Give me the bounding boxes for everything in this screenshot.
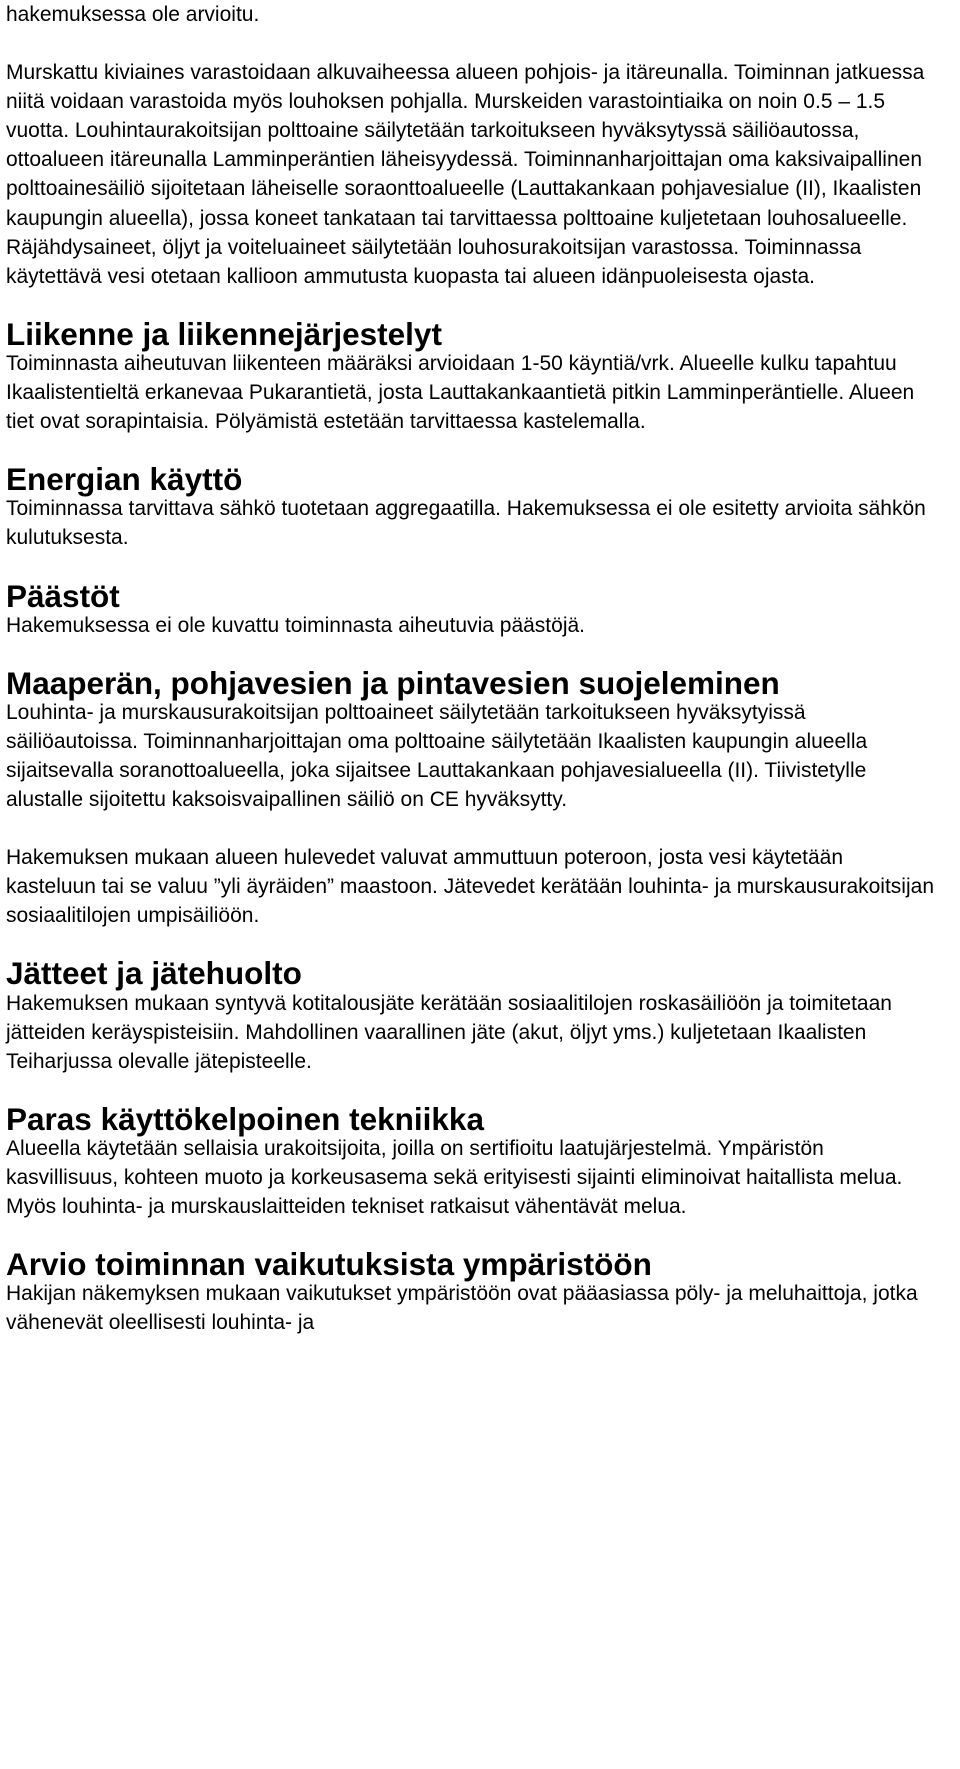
- section-best-technique: [6, 1100, 936, 1221]
- section-heading: Arvio toiminnan vaikutuksista ympäristöön: [6, 1246, 652, 1283]
- section-traffic: [6, 315, 936, 436]
- section-heading: Maaperän, pohjavesien ja pintavesien suojeleminen: [6, 664, 780, 701]
- section-paragraph: Hakijan näkemyksen mukaan vaikutukset ympäristöön ovat pääasiassa pöly- ja meluhaittoja, jotka vähenevät oleellisesti louhinta- ja: [6, 1282, 918, 1335]
- section-emissions: [6, 577, 936, 640]
- section-paragraph: Hakemuksen mukaan alueen hulevedet valuvat ammuttuun poteroon, josta vesi käytetään kasteluun tai se valuu ”yli äyräiden” maastoon. Jätevedet kerätään louhinta- ja murskausurakoitsijan sosiaalitilojen umpisäiliöön.: [6, 846, 934, 928]
- section-paragraph: Toiminnassa tarvittava sähkö tuotetaan aggregaatilla. Hakemuksessa ei ole esitetty arvioita sähkön kulutuksesta.: [6, 497, 926, 550]
- section-energy: [6, 461, 936, 552]
- section-heading: Päästöt: [6, 577, 120, 614]
- section-heading: Jätteet ja jätehuolto: [6, 955, 302, 992]
- section-paragraph: Toiminnasta aiheutuvan liikenteen määräksi arvioidaan 1-50 käyntiä/vrk. Alueelle kulku tapahtuu Ikaalistentieltä erkanevaa Pukarantietä, josta Lauttakankaantietä pitkin Lamminperäntielle. Alueen tiet ovat sorapintaisia. Pölyämistä estetään tarvittaessa kastelemalla.: [6, 351, 915, 434]
- section-paragraph: Louhinta- ja murskausurakoitsijan polttoaineet säilytetään tarkoitukseen hyväksytyissä säiliöautoissa. Toiminnanharjoittajan oma polttoaine säilytetään Ikaalisten kaupungin alueella sijaitsevalla soranottoalueella, joka sijaitsee Lauttakankaan pohjavesialueella (II). Tiivistetylle alustalle sijoitettu kaksoisvaipallinen säiliö on CE hyväksytty.: [6, 700, 868, 812]
- intro-line: hakemuksessa ole arvioitu.: [6, 3, 260, 26]
- section-heading: Liikenne ja liikennejärjestelyt: [6, 315, 442, 352]
- section-waste: [6, 955, 936, 1075]
- section-paragraph: Hakemuksessa ei ole kuvattu toiminnasta aiheutuvia päästöjä.: [6, 613, 585, 637]
- section-heading: Paras käyttökelpoinen tekniikka: [6, 1100, 484, 1137]
- storage-paragraph: Murskattu kiviaines varastoidaan alkuvaiheessa alueen pohjois- ja itäreunalla. Toiminnan jatkuessa niitä voidaan varastoida myös louhoksen pohjalla. Murskeiden varastointiaika on noin 0.5 – 1.5 vuotta. Louhintaurakoitsijan polttoaine säilytetään tarkoitukseen hyväksytyssä säiliöautossa, ottoalueen itäreunalla Lamminperäntien läheisyydessä. Toiminnanharjoittajan oma kaksivaipallinen polttoainesäiliö sijoitetaan läheiselle soraonttoalueelle (Lauttakankaan pohjavesialue (II), Ikaalisten kaupungin alueella), jossa koneet tankataan tai tarvittaessa polttoaine kuljetetaan louhosalueelle. Räjähdysaineet, öljyt ja voiteluaineet säilytetään louhosurakoitsijan varastossa. Toiminnassa käytettävä vesi otetaan kallioon ammutusta kuopasta tai alueen idänpuoleisesta ojasta.: [6, 61, 925, 288]
- section-environmental-impact: [6, 1246, 936, 1337]
- section-paragraph: Alueella käytetään sellaisia urakoitsijoita, joilla on sertifioitu laatujärjestelmä. Ympäristön kasvillisuus, kohteen muoto ja korkeusasema sekä erityisesti sijainti eliminoivat haitallista melua. Myös louhinta- ja murskauslaitteiden tekniset ratkaisut vähentävät melua.: [6, 1136, 903, 1219]
- section-soil-water-protection: [6, 664, 936, 931]
- section-heading: Energian käyttö: [6, 461, 243, 498]
- section-paragraph: Hakemuksen mukaan syntyvä kotitalousjäte kerätään sosiaalitilojen roskasäiliöön ja toimitetaan jätteiden keräyspisteisiin. Mahdollinen vaarallinen jäte (akut, öljyt yms.) kuljetetaan Ikaalisten Teiharjussa olevalle jätepisteelle.: [6, 991, 892, 1073]
